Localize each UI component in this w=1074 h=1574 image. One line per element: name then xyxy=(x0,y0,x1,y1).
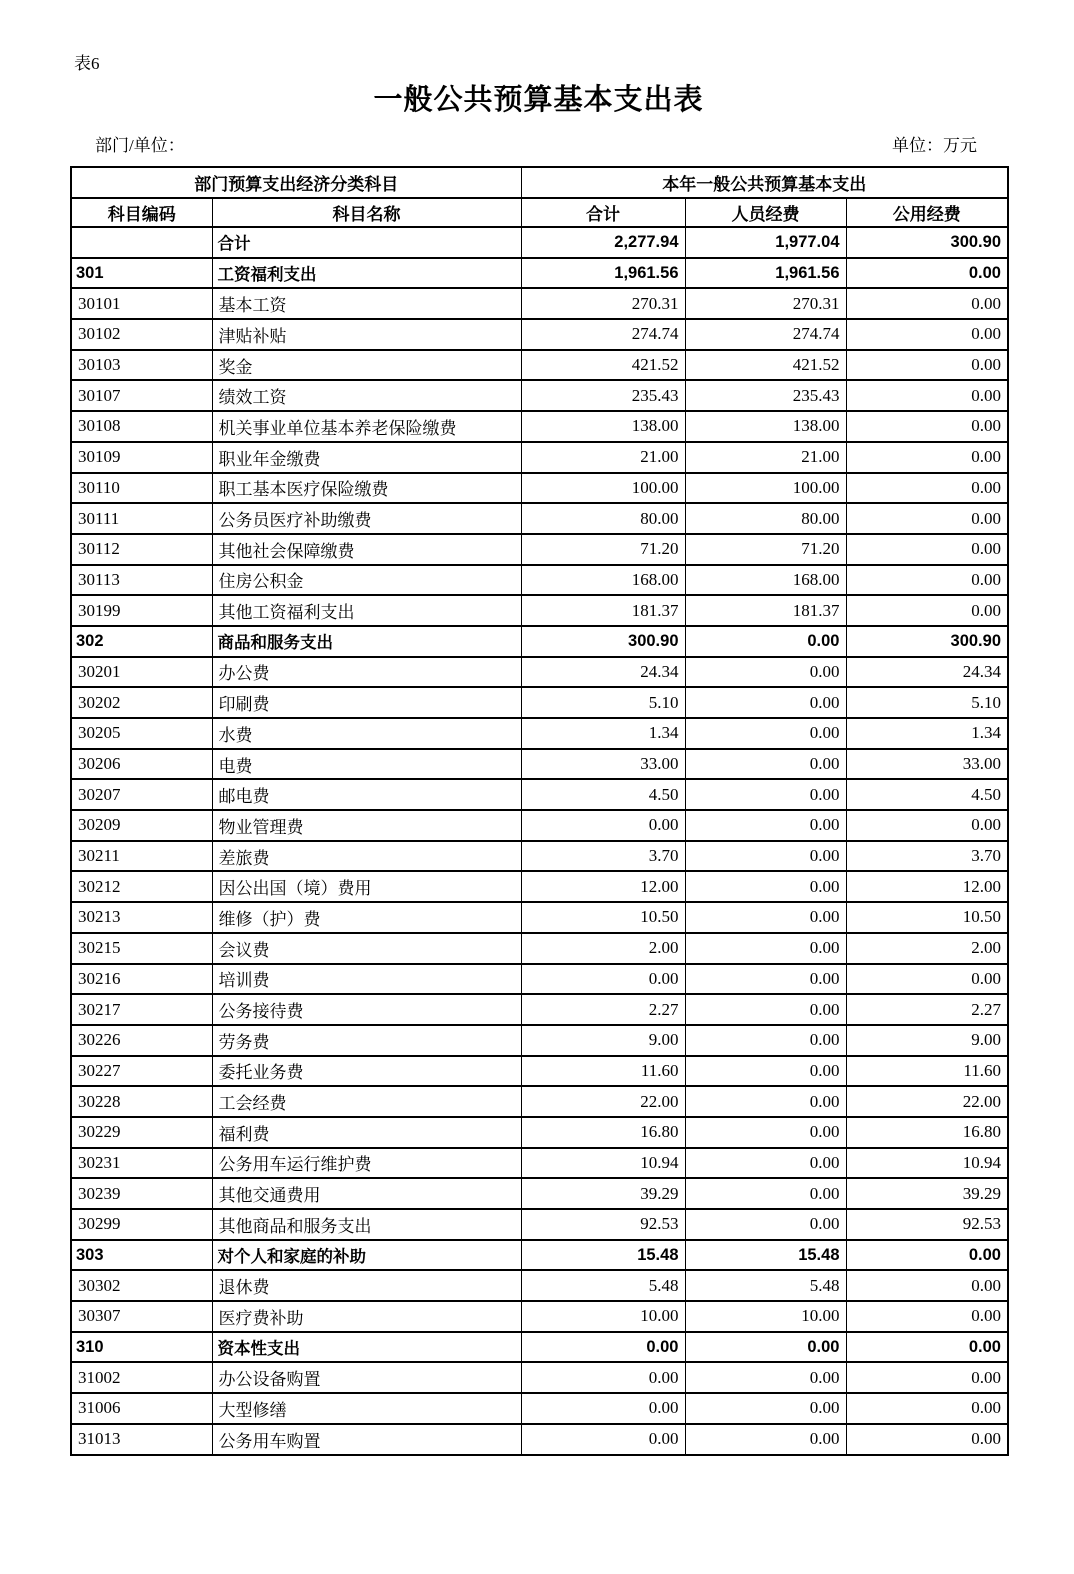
table-row xyxy=(71,964,1008,995)
column-header-name: 科目名称 xyxy=(212,198,521,227)
code-cell: 30239 xyxy=(71,1178,212,1209)
table-row xyxy=(71,473,1008,504)
name-cell: 奖金 xyxy=(212,350,521,381)
personnel-cell: 138.00 xyxy=(685,411,846,442)
table-row xyxy=(71,534,1008,565)
total-cell: 10.00 xyxy=(521,1301,685,1332)
budget-table xyxy=(70,166,1009,1456)
code-cell: 30201 xyxy=(71,657,212,688)
public-cell: 0.00 xyxy=(846,964,1008,995)
table-row xyxy=(71,1056,1008,1087)
name-cell: 其他工资福利支出 xyxy=(212,595,521,626)
code-cell: 30213 xyxy=(71,902,212,933)
code-cell: 30202 xyxy=(71,687,212,718)
code-cell: 30112 xyxy=(71,534,212,565)
public-cell: 0.00 xyxy=(846,1270,1008,1301)
table-row xyxy=(71,687,1008,718)
public-cell: 300.90 xyxy=(846,227,1008,258)
public-cell: 0.00 xyxy=(846,288,1008,319)
name-cell: 因公出国（境）费用 xyxy=(212,871,521,902)
table-row xyxy=(71,1240,1008,1271)
table-row xyxy=(71,380,1008,411)
public-cell: 0.00 xyxy=(846,319,1008,350)
table-row xyxy=(71,258,1008,289)
code-cell: 30199 xyxy=(71,595,212,626)
personnel-cell: 71.20 xyxy=(685,534,846,565)
personnel-cell: 0.00 xyxy=(685,779,846,810)
total-cell: 1.34 xyxy=(521,718,685,749)
personnel-cell: 0.00 xyxy=(685,1332,846,1363)
table-number-tag: 表6 xyxy=(74,54,100,73)
total-cell: 300.90 xyxy=(521,626,685,657)
total-cell: 0.00 xyxy=(521,1424,685,1455)
personnel-cell: 21.00 xyxy=(685,442,846,473)
public-cell: 2.00 xyxy=(846,933,1008,964)
code-cell: 303 xyxy=(71,1240,212,1271)
personnel-cell: 0.00 xyxy=(685,1424,846,1455)
name-cell: 其他交通费用 xyxy=(212,1178,521,1209)
name-cell: 公务用车运行维护费 xyxy=(212,1148,521,1179)
code-cell: 301 xyxy=(71,258,212,289)
code-cell: 30113 xyxy=(71,565,212,596)
table-row xyxy=(71,595,1008,626)
personnel-cell: 0.00 xyxy=(685,1148,846,1179)
total-cell: 5.48 xyxy=(521,1270,685,1301)
total-cell: 0.00 xyxy=(521,1393,685,1424)
code-cell: 302 xyxy=(71,626,212,657)
personnel-cell: 0.00 xyxy=(685,1086,846,1117)
name-cell: 机关事业单位基本养老保险缴费 xyxy=(212,411,521,442)
personnel-cell: 0.00 xyxy=(685,994,846,1025)
currency-unit-label: 单位：万元 xyxy=(892,136,977,155)
total-cell: 168.00 xyxy=(521,565,685,596)
total-cell: 100.00 xyxy=(521,473,685,504)
public-cell: 0.00 xyxy=(846,411,1008,442)
total-cell: 0.00 xyxy=(521,1332,685,1363)
table-row xyxy=(71,319,1008,350)
name-cell: 委托业务费 xyxy=(212,1056,521,1087)
total-cell: 2,277.94 xyxy=(521,227,685,258)
name-cell: 办公费 xyxy=(212,657,521,688)
public-cell: 22.00 xyxy=(846,1086,1008,1117)
meta-row xyxy=(70,135,1007,157)
table-row xyxy=(71,1393,1008,1424)
document-page xyxy=(0,54,1074,1456)
name-cell: 印刷费 xyxy=(212,687,521,718)
public-cell: 10.94 xyxy=(846,1148,1008,1179)
public-cell: 5.10 xyxy=(846,687,1008,718)
total-cell: 1,961.56 xyxy=(521,258,685,289)
table-header xyxy=(71,167,1008,227)
total-cell: 235.43 xyxy=(521,380,685,411)
personnel-cell: 0.00 xyxy=(685,810,846,841)
page-title: 一般公共预算基本支出表 xyxy=(373,84,704,116)
total-cell: 71.20 xyxy=(521,534,685,565)
name-cell: 培训费 xyxy=(212,964,521,995)
public-cell: 16.80 xyxy=(846,1117,1008,1148)
personnel-cell: 1,977.04 xyxy=(685,227,846,258)
personnel-cell: 100.00 xyxy=(685,473,846,504)
table-row xyxy=(71,1209,1008,1240)
name-cell: 工资福利支出 xyxy=(212,258,521,289)
table-row xyxy=(71,902,1008,933)
table-body xyxy=(71,227,1008,1455)
name-cell: 水费 xyxy=(212,718,521,749)
public-cell: 1.34 xyxy=(846,718,1008,749)
name-cell: 公务接待费 xyxy=(212,994,521,1025)
personnel-cell: 421.52 xyxy=(685,350,846,381)
public-cell: 33.00 xyxy=(846,749,1008,780)
name-cell: 工会经费 xyxy=(212,1086,521,1117)
code-cell: 30228 xyxy=(71,1086,212,1117)
table-row xyxy=(71,626,1008,657)
table-row xyxy=(71,841,1008,872)
personnel-cell: 0.00 xyxy=(685,871,846,902)
code-cell: 30302 xyxy=(71,1270,212,1301)
total-cell: 11.60 xyxy=(521,1056,685,1087)
code-cell: 30211 xyxy=(71,841,212,872)
name-cell: 医疗费补助 xyxy=(212,1301,521,1332)
table-row xyxy=(71,810,1008,841)
personnel-cell: 0.00 xyxy=(685,964,846,995)
total-cell: 0.00 xyxy=(521,964,685,995)
public-cell: 4.50 xyxy=(846,779,1008,810)
total-cell: 2.00 xyxy=(521,933,685,964)
personnel-cell: 0.00 xyxy=(685,1209,846,1240)
personnel-cell: 0.00 xyxy=(685,718,846,749)
table-row xyxy=(71,1025,1008,1056)
table-row xyxy=(71,1178,1008,1209)
name-cell: 其他商品和服务支出 xyxy=(212,1209,521,1240)
code-cell: 30217 xyxy=(71,994,212,1025)
total-cell: 24.34 xyxy=(521,657,685,688)
code-cell: 30207 xyxy=(71,779,212,810)
total-cell: 15.48 xyxy=(521,1240,685,1271)
total-cell: 12.00 xyxy=(521,871,685,902)
code-cell: 30212 xyxy=(71,871,212,902)
code-cell: 30110 xyxy=(71,473,212,504)
table-row xyxy=(71,1332,1008,1363)
name-cell: 合计 xyxy=(212,227,521,258)
code-cell: 31013 xyxy=(71,1424,212,1455)
name-cell: 大型修缮 xyxy=(212,1393,521,1424)
table-row xyxy=(71,871,1008,902)
public-cell: 0.00 xyxy=(846,473,1008,504)
public-cell: 0.00 xyxy=(846,1332,1008,1363)
table-row xyxy=(71,994,1008,1025)
personnel-cell: 0.00 xyxy=(685,1362,846,1393)
code-cell: 30103 xyxy=(71,350,212,381)
table-row xyxy=(71,227,1008,258)
public-cell: 0.00 xyxy=(846,503,1008,534)
personnel-cell: 0.00 xyxy=(685,841,846,872)
name-cell: 住房公积金 xyxy=(212,565,521,596)
table-row xyxy=(71,1270,1008,1301)
column-header-code: 科目编码 xyxy=(71,198,212,227)
public-cell: 3.70 xyxy=(846,841,1008,872)
table-row xyxy=(71,1148,1008,1179)
column-header-total: 合计 xyxy=(521,198,685,227)
column-header-public: 公用经费 xyxy=(846,198,1008,227)
total-cell: 21.00 xyxy=(521,442,685,473)
personnel-cell: 80.00 xyxy=(685,503,846,534)
personnel-cell: 274.74 xyxy=(685,319,846,350)
name-cell: 物业管理费 xyxy=(212,810,521,841)
name-cell: 公务用车购置 xyxy=(212,1424,521,1455)
total-cell: 16.80 xyxy=(521,1117,685,1148)
personnel-cell: 0.00 xyxy=(685,749,846,780)
personnel-cell: 168.00 xyxy=(685,565,846,596)
total-cell: 4.50 xyxy=(521,779,685,810)
table-row xyxy=(71,503,1008,534)
personnel-cell: 0.00 xyxy=(685,687,846,718)
group-header-row xyxy=(71,167,1008,198)
name-cell: 职业年金缴费 xyxy=(212,442,521,473)
code-cell: 30108 xyxy=(71,411,212,442)
code-cell: 310 xyxy=(71,1332,212,1363)
total-cell: 0.00 xyxy=(521,810,685,841)
public-cell: 0.00 xyxy=(846,258,1008,289)
name-cell: 电费 xyxy=(212,749,521,780)
total-cell: 10.94 xyxy=(521,1148,685,1179)
table-row xyxy=(71,1301,1008,1332)
group-header-classification: 部门预算支出经济分类科目 xyxy=(71,167,521,198)
code-cell: 30209 xyxy=(71,810,212,841)
personnel-cell: 0.00 xyxy=(685,1117,846,1148)
public-cell: 0.00 xyxy=(846,442,1008,473)
code-cell: 30109 xyxy=(71,442,212,473)
code-cell: 30299 xyxy=(71,1209,212,1240)
public-cell: 0.00 xyxy=(846,565,1008,596)
table-row xyxy=(71,657,1008,688)
name-cell: 基本工资 xyxy=(212,288,521,319)
name-cell: 绩效工资 xyxy=(212,380,521,411)
code-cell: 30215 xyxy=(71,933,212,964)
table-row xyxy=(71,933,1008,964)
public-cell: 9.00 xyxy=(846,1025,1008,1056)
name-cell: 津贴补贴 xyxy=(212,319,521,350)
name-cell: 其他社会保障缴费 xyxy=(212,534,521,565)
table-row xyxy=(71,1117,1008,1148)
personnel-cell: 0.00 xyxy=(685,626,846,657)
public-cell: 0.00 xyxy=(846,1362,1008,1393)
code-cell: 30229 xyxy=(71,1117,212,1148)
personnel-cell: 15.48 xyxy=(685,1240,846,1271)
code-cell: 30227 xyxy=(71,1056,212,1087)
personnel-cell: 0.00 xyxy=(685,1056,846,1087)
public-cell: 11.60 xyxy=(846,1056,1008,1087)
column-header-row xyxy=(71,198,1008,227)
personnel-cell: 0.00 xyxy=(685,1393,846,1424)
public-cell: 92.53 xyxy=(846,1209,1008,1240)
public-cell: 0.00 xyxy=(846,380,1008,411)
table-row xyxy=(71,1086,1008,1117)
public-cell: 10.50 xyxy=(846,902,1008,933)
total-cell: 2.27 xyxy=(521,994,685,1025)
code-cell: 30206 xyxy=(71,749,212,780)
table-row xyxy=(71,350,1008,381)
table-row xyxy=(71,749,1008,780)
code-cell: 30216 xyxy=(71,964,212,995)
personnel-cell: 0.00 xyxy=(685,1178,846,1209)
public-cell: 24.34 xyxy=(846,657,1008,688)
personnel-cell: 0.00 xyxy=(685,902,846,933)
code-cell: 31002 xyxy=(71,1362,212,1393)
table-row xyxy=(71,779,1008,810)
table-row xyxy=(71,411,1008,442)
public-cell: 0.00 xyxy=(846,810,1008,841)
table-row xyxy=(71,1362,1008,1393)
code-cell: 30226 xyxy=(71,1025,212,1056)
public-cell: 0.00 xyxy=(846,534,1008,565)
name-cell: 劳务费 xyxy=(212,1025,521,1056)
personnel-cell: 5.48 xyxy=(685,1270,846,1301)
name-cell: 资本性支出 xyxy=(212,1332,521,1363)
department-unit-label: 部门/单位： xyxy=(95,136,185,155)
personnel-cell: 0.00 xyxy=(685,657,846,688)
code-cell: 30231 xyxy=(71,1148,212,1179)
total-cell: 274.74 xyxy=(521,319,685,350)
total-cell: 421.52 xyxy=(521,350,685,381)
public-cell: 2.27 xyxy=(846,994,1008,1025)
column-header-personnel: 人员经费 xyxy=(685,198,846,227)
total-cell: 10.50 xyxy=(521,902,685,933)
total-cell: 80.00 xyxy=(521,503,685,534)
name-cell: 福利费 xyxy=(212,1117,521,1148)
name-cell: 会议费 xyxy=(212,933,521,964)
public-cell: 0.00 xyxy=(846,1424,1008,1455)
total-cell: 138.00 xyxy=(521,411,685,442)
name-cell: 商品和服务支出 xyxy=(212,626,521,657)
public-cell: 0.00 xyxy=(846,350,1008,381)
total-cell: 22.00 xyxy=(521,1086,685,1117)
table-row xyxy=(71,442,1008,473)
group-header-current-year: 本年一般公共预算基本支出 xyxy=(521,167,1008,198)
code-cell: 30102 xyxy=(71,319,212,350)
table-row xyxy=(71,288,1008,319)
total-cell: 39.29 xyxy=(521,1178,685,1209)
code-cell: 31006 xyxy=(71,1393,212,1424)
code-cell: 30101 xyxy=(71,288,212,319)
public-cell: 0.00 xyxy=(846,1393,1008,1424)
name-cell: 公务员医疗补助缴费 xyxy=(212,503,521,534)
code-cell: 30107 xyxy=(71,380,212,411)
name-cell: 对个人和家庭的补助 xyxy=(212,1240,521,1271)
personnel-cell: 0.00 xyxy=(685,1025,846,1056)
personnel-cell: 10.00 xyxy=(685,1301,846,1332)
total-cell: 33.00 xyxy=(521,749,685,780)
total-cell: 9.00 xyxy=(521,1025,685,1056)
name-cell: 退休费 xyxy=(212,1270,521,1301)
name-cell: 邮电费 xyxy=(212,779,521,810)
code-cell xyxy=(71,227,212,258)
total-cell: 3.70 xyxy=(521,841,685,872)
table-row xyxy=(71,1424,1008,1455)
code-cell: 30111 xyxy=(71,503,212,534)
public-cell: 39.29 xyxy=(846,1178,1008,1209)
personnel-cell: 235.43 xyxy=(685,380,846,411)
public-cell: 0.00 xyxy=(846,1301,1008,1332)
name-cell: 差旅费 xyxy=(212,841,521,872)
personnel-cell: 0.00 xyxy=(685,933,846,964)
name-cell: 维修（护）费 xyxy=(212,902,521,933)
total-cell: 0.00 xyxy=(521,1362,685,1393)
personnel-cell: 1,961.56 xyxy=(685,258,846,289)
total-cell: 270.31 xyxy=(521,288,685,319)
personnel-cell: 270.31 xyxy=(685,288,846,319)
total-cell: 181.37 xyxy=(521,595,685,626)
total-cell: 92.53 xyxy=(521,1209,685,1240)
public-cell: 12.00 xyxy=(846,871,1008,902)
table-row xyxy=(71,565,1008,596)
name-cell: 办公设备购置 xyxy=(212,1362,521,1393)
name-cell: 职工基本医疗保险缴费 xyxy=(212,473,521,504)
code-cell: 30205 xyxy=(71,718,212,749)
table-row xyxy=(71,718,1008,749)
public-cell: 0.00 xyxy=(846,595,1008,626)
total-cell: 5.10 xyxy=(521,687,685,718)
public-cell: 0.00 xyxy=(846,1240,1008,1271)
personnel-cell: 181.37 xyxy=(685,595,846,626)
public-cell: 300.90 xyxy=(846,626,1008,657)
code-cell: 30307 xyxy=(71,1301,212,1332)
